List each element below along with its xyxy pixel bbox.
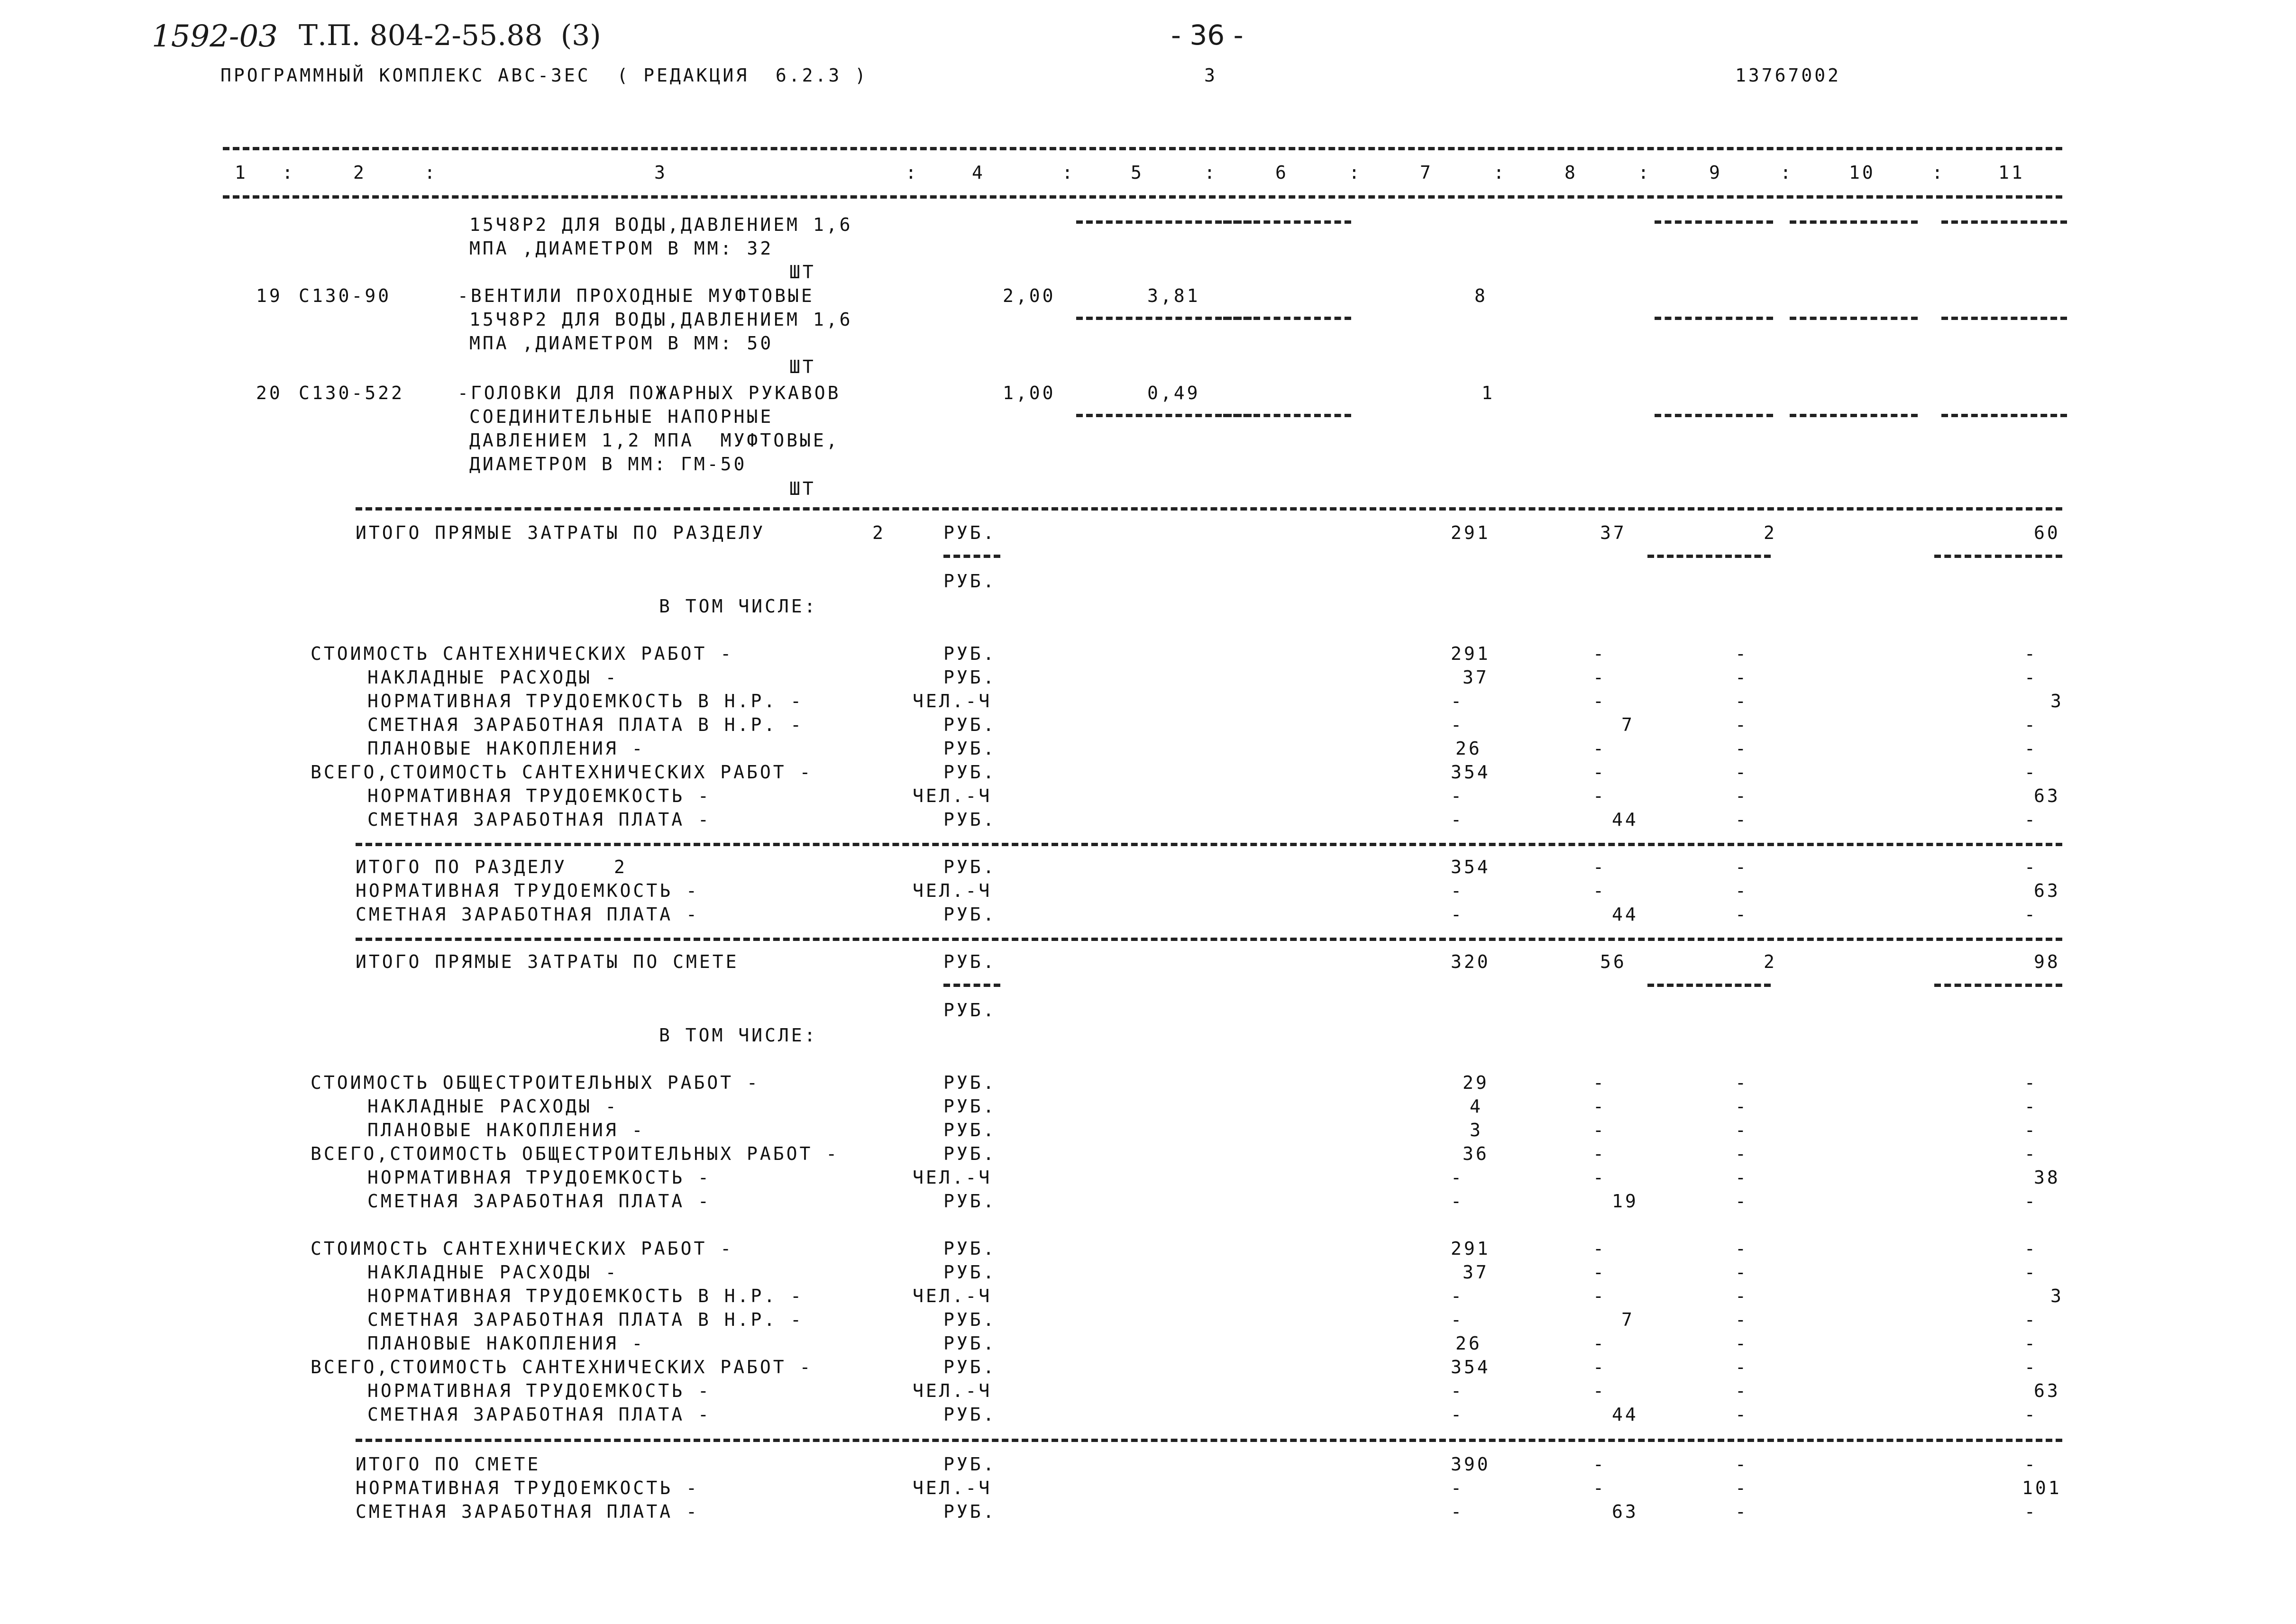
value-c11: -: [2024, 1309, 2038, 1330]
row-unit: РУБ.: [943, 1262, 997, 1283]
item-total: 8: [1474, 285, 1488, 306]
value-c11: -: [2024, 1333, 2038, 1354]
col-sep: :: [424, 162, 438, 183]
subrule: [1790, 414, 1918, 417]
value-c9: 2: [1764, 951, 1777, 972]
value-c7: 354: [1451, 1357, 1491, 1378]
row-label: НАКЛАДНЫЕ РАСХОДЫ -: [367, 1262, 619, 1283]
item-number: 20: [256, 383, 283, 403]
subrule: [943, 984, 1000, 987]
subrule: [1941, 220, 2067, 224]
value-c9: -: [1735, 1286, 1748, 1306]
row-label: СМЕТНАЯ ЗАРАБОТНАЯ ПЛАТА В Н.Р. -: [367, 714, 804, 735]
value-c8: -: [1593, 1238, 1606, 1259]
value-c8: -: [1593, 1167, 1606, 1188]
subrule: [943, 555, 1000, 558]
col-sep: :: [282, 162, 295, 183]
value-c9: -: [1735, 1143, 1748, 1164]
row-label: СМЕТНАЯ ЗАРАБОТНАЯ ПЛАТА -: [367, 1191, 711, 1212]
value-c9: -: [1735, 904, 1748, 925]
row-unit: ЧЕЛ.-Ч: [913, 1380, 992, 1401]
value-c11: -: [2024, 1191, 2038, 1212]
row-unit: РУБ.: [943, 809, 997, 830]
col-9: 9: [1709, 162, 1722, 183]
value-c8: -: [1593, 762, 1606, 783]
item-description: МПА ,ДИАМЕТРОМ В ММ: 32: [469, 238, 774, 259]
section-number: 2: [872, 522, 886, 543]
row-unit: РУБ.: [943, 1096, 997, 1117]
value-c8: -: [1593, 1262, 1606, 1283]
value-c8: -: [1593, 880, 1606, 901]
row-label: НОРМАТИВНАЯ ТРУДОЕМКОСТЬ -: [356, 880, 699, 901]
item-number: 19: [256, 285, 283, 306]
value-c7: -: [1451, 714, 1464, 735]
col-3: 3: [654, 162, 668, 183]
subrule: [1941, 414, 2067, 417]
value-c9: -: [1735, 1404, 1748, 1425]
row-unit: РУБ.: [943, 1309, 997, 1330]
col-sep: :: [1932, 162, 1945, 183]
value-c9: -: [1735, 1096, 1748, 1117]
col-4: 4: [972, 162, 985, 183]
value-c8: -: [1593, 1286, 1606, 1306]
value-c9: -: [1735, 1478, 1748, 1498]
value-c7: -: [1451, 809, 1464, 830]
value-c9: -: [1735, 714, 1748, 735]
value-c7: 3: [1470, 1120, 1483, 1140]
value-c11: -: [2024, 1501, 2038, 1522]
row-label: НОРМАТИВНАЯ ТРУДОЕМКОСТЬ -: [367, 1167, 711, 1188]
subrule: [1655, 317, 1773, 320]
sheet-number: 3: [1204, 65, 1217, 86]
value-c7: -: [1451, 1380, 1464, 1401]
row-label: СТОИМОСТЬ ОБЩЕСТРОИТЕЛЬНЫХ РАБОТ -: [311, 1072, 760, 1093]
value-c9: -: [1735, 1120, 1748, 1140]
row-unit: РУБ.: [943, 1120, 997, 1140]
value-c8: 7: [1621, 714, 1635, 735]
value-c7: 26: [1455, 1333, 1482, 1354]
value-c8: -: [1593, 1072, 1606, 1093]
col-11: 11: [1998, 162, 2025, 183]
row-unit: РУБ.: [943, 1191, 997, 1212]
col-sep: :: [1349, 162, 1362, 183]
value-c9: -: [1735, 857, 1748, 877]
value-c8: -: [1593, 691, 1606, 712]
value-c11: -: [2024, 1404, 2038, 1425]
item-description: 15Ч8Р2 ДЛЯ ВОДЫ,ДАВЛЕНИЕМ 1,6: [469, 214, 853, 235]
value-c11: 101: [2022, 1478, 2062, 1498]
row-label: СТОИМОСТЬ САНТЕХНИЧЕСКИХ РАБОТ -: [311, 1238, 734, 1259]
section-number: 2: [614, 857, 627, 877]
subrule: [1790, 317, 1918, 320]
item-description: -ВЕНТИЛИ ПРОХОДНЫЕ МУФТОВЫЕ: [457, 285, 814, 306]
row-label: НОРМАТИВНАЯ ТРУДОЕМКОСТЬ -: [367, 1380, 711, 1401]
subrule: [1223, 317, 1351, 320]
value-c11: 3: [2050, 1286, 2064, 1306]
row-label: СМЕТНАЯ ЗАРАБОТНАЯ ПЛАТА В Н.Р. -: [367, 1309, 804, 1330]
row-label: СМЕТНАЯ ЗАРАБОТНАЯ ПЛАТА -: [356, 1501, 699, 1522]
row-label: СТОИМОСТЬ САНТЕХНИЧЕСКИХ РАБОТ -: [311, 643, 734, 664]
row-label: ИТОГО ПО РАЗДЕЛУ: [356, 857, 567, 877]
row-label: НАКЛАДНЫЕ РАСХОДЫ -: [367, 1096, 619, 1117]
subrule: [1934, 555, 2062, 558]
rule-top: [223, 147, 2062, 150]
value-c7: -: [1451, 880, 1464, 901]
row-label: ПЛАНОВЫЕ НАКОПЛЕНИЯ -: [367, 738, 645, 759]
value-c8: -: [1593, 857, 1606, 877]
value-c7: -: [1451, 1309, 1464, 1330]
value-c8: -: [1593, 1380, 1606, 1401]
item-unit: ШТ: [789, 262, 816, 283]
col-sep: :: [1062, 162, 1075, 183]
col-8: 8: [1564, 162, 1578, 183]
value-c9: -: [1735, 1501, 1748, 1522]
total-label: ИТОГО ПРЯМЫЕ ЗАТРАТЫ ПО РАЗДЕЛУ: [356, 522, 766, 543]
col-5: 5: [1131, 162, 1144, 183]
value-c9: -: [1735, 1309, 1748, 1330]
value-c9: -: [1735, 643, 1748, 664]
value-c9: -: [1735, 785, 1748, 806]
item-unit: ШТ: [789, 356, 816, 377]
unit: РУБ.: [943, 522, 997, 543]
value-c8: -: [1593, 1096, 1606, 1117]
value-c9: -: [1735, 1357, 1748, 1378]
col-sep: :: [1780, 162, 1793, 183]
value-c7: 37: [1463, 667, 1489, 688]
value-c9: 2: [1764, 522, 1777, 543]
rule-estimate-direct: [356, 938, 2062, 941]
col-1: 1: [235, 162, 248, 183]
item-description: СОЕДИНИТЕЛЬНЫЕ НАПОРНЫЕ: [469, 406, 774, 427]
row-unit: РУБ.: [943, 643, 997, 664]
value-c8: -: [1593, 667, 1606, 688]
item-description: ДАВЛЕНИЕМ 1,2 МПА МУФТОВЫЕ,: [469, 430, 840, 451]
value-c7: -: [1451, 1501, 1464, 1522]
page-number: - 36 -: [1171, 19, 1244, 51]
subrule: [1655, 414, 1773, 417]
value-c9: -: [1735, 738, 1748, 759]
value-c8: -: [1593, 1454, 1606, 1475]
value-c7: 291: [1451, 1238, 1491, 1259]
document-reference: Т.П. 804-2-55.88 (3): [299, 19, 601, 52]
row-unit: ЧЕЛ.-Ч: [913, 691, 992, 712]
value-c7: -: [1451, 1478, 1464, 1498]
row-label: ПЛАНОВЫЕ НАКОПЛЕНИЯ -: [367, 1333, 645, 1354]
subrule: [1647, 984, 1771, 987]
rule-estimate-total: [356, 1439, 2062, 1442]
value-c9: -: [1735, 1167, 1748, 1188]
subrule: [1655, 220, 1773, 224]
value-c7: -: [1451, 1404, 1464, 1425]
col-sep: :: [906, 162, 919, 183]
row-label: ВСЕГО,СТОИМОСТЬ САНТЕХНИЧЕСКИХ РАБОТ -: [311, 762, 813, 783]
row-unit: ЧЕЛ.-Ч: [913, 1286, 992, 1306]
col-6: 6: [1275, 162, 1289, 183]
value-c8: -: [1593, 785, 1606, 806]
value-c11: -: [2024, 1143, 2038, 1164]
value-c7: 29: [1463, 1072, 1489, 1093]
row-label: НОРМАТИВНАЯ ТРУДОЕМКОСТЬ В Н.Р. -: [367, 691, 804, 712]
value-c11: -: [2024, 1238, 2038, 1259]
program-line: ПРОГРАММНЫЙ КОМПЛЕКС АВС-3ЕС ( РЕДАКЦИЯ 6.2.3 ): [220, 65, 869, 86]
subrule: [1223, 220, 1351, 224]
value-c11: -: [2024, 1262, 2038, 1283]
row-unit: ЧЕЛ.-Ч: [913, 880, 992, 901]
item-description: 15Ч8Р2 ДЛЯ ВОДЫ,ДАВЛЕНИЕМ 1,6: [469, 309, 853, 330]
value-c11: -: [2024, 1120, 2038, 1140]
value-c9: -: [1735, 1191, 1748, 1212]
row-unit: РУБ.: [943, 1404, 997, 1425]
row-label: СМЕТНАЯ ЗАРАБОТНАЯ ПЛАТА -: [367, 1404, 711, 1425]
rule-section-total: [356, 843, 2062, 846]
value-c7: -: [1451, 1286, 1464, 1306]
value-c7: 320: [1451, 951, 1491, 972]
value-c9: -: [1735, 1262, 1748, 1283]
row-label: ВСЕГО,СТОИМОСТЬ ОБЩЕСТРОИТЕЛЬНЫХ РАБОТ -: [311, 1143, 840, 1164]
value-c11: -: [2024, 809, 2038, 830]
item-price: 0,49: [1147, 383, 1200, 403]
value-c11: 38: [2034, 1167, 2060, 1188]
row-label: НАКЛАДНЫЕ РАСХОДЫ -: [367, 667, 619, 688]
value-c7: -: [1451, 1167, 1464, 1188]
including-heading: В ТОМ ЧИСЛЕ:: [659, 1025, 818, 1046]
col-sep: :: [1493, 162, 1507, 183]
value-c8: 63: [1612, 1501, 1638, 1522]
row-unit: РУБ.: [943, 667, 997, 688]
value-c11: 60: [2034, 522, 2060, 543]
value-c11: -: [2024, 1072, 2038, 1093]
row-unit: РУБ.: [943, 1072, 997, 1093]
row-unit: РУБ.: [943, 1357, 997, 1378]
value-c7: 37: [1463, 1262, 1489, 1283]
row-unit: РУБ.: [943, 857, 997, 877]
value-c9: -: [1735, 691, 1748, 712]
item-code: С130-522: [299, 383, 405, 403]
value-c9: -: [1735, 1333, 1748, 1354]
item-quantity: 2,00: [1003, 285, 1056, 306]
item-price: 3,81: [1147, 285, 1200, 306]
row-unit: ЧЕЛ.-Ч: [913, 1167, 992, 1188]
row-unit: РУБ.: [943, 1333, 997, 1354]
value-c9: -: [1735, 667, 1748, 688]
including-heading: В ТОМ ЧИСЛЕ:: [659, 596, 818, 617]
value-c8: 37: [1600, 522, 1627, 543]
value-c7: 354: [1451, 762, 1491, 783]
value-c11: -: [2024, 1096, 2038, 1117]
col-2: 2: [353, 162, 366, 183]
subrule: [1934, 984, 2062, 987]
handwritten-code: 1592-03: [152, 19, 278, 54]
unit: РУБ.: [943, 1000, 997, 1021]
value-c11: -: [2024, 714, 2038, 735]
value-c7: 26: [1455, 738, 1482, 759]
value-c11: 63: [2034, 1380, 2060, 1401]
row-unit: РУБ.: [943, 1143, 997, 1164]
value-c8: -: [1593, 1357, 1606, 1378]
value-c9: -: [1735, 1454, 1748, 1475]
item-code: С130-90: [299, 285, 392, 306]
subrule: [1941, 317, 2067, 320]
col-7: 7: [1420, 162, 1433, 183]
value-c7: 4: [1470, 1096, 1483, 1117]
row-label: НОРМАТИВНАЯ ТРУДОЕМКОСТЬ В Н.Р. -: [367, 1286, 804, 1306]
value-c9: -: [1735, 1238, 1748, 1259]
item-description: ДИАМЕТРОМ В ММ: ГМ-50: [469, 454, 747, 474]
value-c7: -: [1451, 1191, 1464, 1212]
row-unit: РУБ.: [943, 714, 997, 735]
item-description: -ГОЛОВКИ ДЛЯ ПОЖАРНЫХ РУКАВОВ: [457, 383, 841, 403]
value-c8: 19: [1612, 1191, 1638, 1212]
row-unit: РУБ.: [943, 904, 997, 925]
col-sep: :: [1204, 162, 1217, 183]
unit: РУБ.: [943, 951, 997, 972]
row-label: НОРМАТИВНАЯ ТРУДОЕМКОСТЬ -: [367, 785, 711, 806]
value-c7: 36: [1463, 1143, 1489, 1164]
row-unit: РУБ.: [943, 738, 997, 759]
row-label: СМЕТНАЯ ЗАРАБОТНАЯ ПЛАТА -: [356, 904, 699, 925]
value-c9: -: [1735, 1072, 1748, 1093]
value-c8: -: [1593, 1333, 1606, 1354]
value-c11: -: [2024, 738, 2038, 759]
value-c8: 7: [1621, 1309, 1635, 1330]
row-unit: РУБ.: [943, 1454, 997, 1475]
row-label: ИТОГО ПО СМЕТЕ: [356, 1454, 541, 1475]
value-c11: -: [2024, 643, 2038, 664]
value-c8: 44: [1612, 904, 1638, 925]
value-c9: -: [1735, 1380, 1748, 1401]
value-c9: -: [1735, 880, 1748, 901]
row-unit: РУБ.: [943, 1238, 997, 1259]
value-c7: 291: [1451, 643, 1491, 664]
row-label: ПЛАНОВЫЕ НАКОПЛЕНИЯ -: [367, 1120, 645, 1140]
value-c11: 3: [2050, 691, 2064, 712]
row-unit: РУБ.: [943, 762, 997, 783]
rule-section-direct: [356, 507, 2062, 511]
item-total: 1: [1482, 383, 1495, 403]
rule-header-bottom: [223, 195, 2062, 199]
row-label: ВСЕГО,СТОИМОСТЬ САНТЕХНИЧЕСКИХ РАБОТ -: [311, 1357, 813, 1378]
col-10: 10: [1849, 162, 1875, 183]
value-c11: 98: [2034, 951, 2060, 972]
item-quantity: 1,00: [1003, 383, 1056, 403]
row-unit: ЧЕЛ.-Ч: [913, 785, 992, 806]
row-unit: РУБ.: [943, 1501, 997, 1522]
item-description: МПА ,ДИАМЕТРОМ В ММ: 50: [469, 333, 774, 354]
document-code: 13767002: [1735, 65, 1841, 86]
value-c8: 44: [1612, 809, 1638, 830]
value-c8: -: [1593, 643, 1606, 664]
value-c7: 354: [1451, 857, 1491, 877]
subrule: [1223, 414, 1351, 417]
value-c7: -: [1451, 691, 1464, 712]
value-c9: -: [1735, 809, 1748, 830]
row-unit: ЧЕЛ.-Ч: [913, 1478, 992, 1498]
value-c8: 44: [1612, 1404, 1638, 1425]
value-c7: 291: [1451, 522, 1491, 543]
value-c11: 63: [2034, 880, 2060, 901]
value-c7: -: [1451, 785, 1464, 806]
value-c11: -: [2024, 1357, 2038, 1378]
col-sep: :: [1638, 162, 1651, 183]
value-c8: -: [1593, 1120, 1606, 1140]
subrule: [1790, 220, 1918, 224]
value-c7: -: [1451, 904, 1464, 925]
row-label: НОРМАТИВНАЯ ТРУДОЕМКОСТЬ -: [356, 1478, 699, 1498]
value-c11: -: [2024, 1454, 2038, 1475]
value-c11: -: [2024, 667, 2038, 688]
subrule: [1647, 555, 1771, 558]
value-c11: -: [2024, 857, 2038, 877]
unit: РУБ.: [943, 571, 997, 592]
row-label: СМЕТНАЯ ЗАРАБОТНАЯ ПЛАТА -: [367, 809, 711, 830]
value-c11: -: [2024, 904, 2038, 925]
value-c9: -: [1735, 762, 1748, 783]
value-c8: 56: [1600, 951, 1627, 972]
total-label: ИТОГО ПРЯМЫЕ ЗАТРАТЫ ПО СМЕТЕ: [356, 951, 739, 972]
value-c8: -: [1593, 1143, 1606, 1164]
value-c11: -: [2024, 762, 2038, 783]
value-c8: -: [1593, 738, 1606, 759]
value-c11: 63: [2034, 785, 2060, 806]
value-c8: -: [1593, 1478, 1606, 1498]
value-c7: 390: [1451, 1454, 1491, 1475]
item-unit: ШТ: [789, 478, 816, 499]
